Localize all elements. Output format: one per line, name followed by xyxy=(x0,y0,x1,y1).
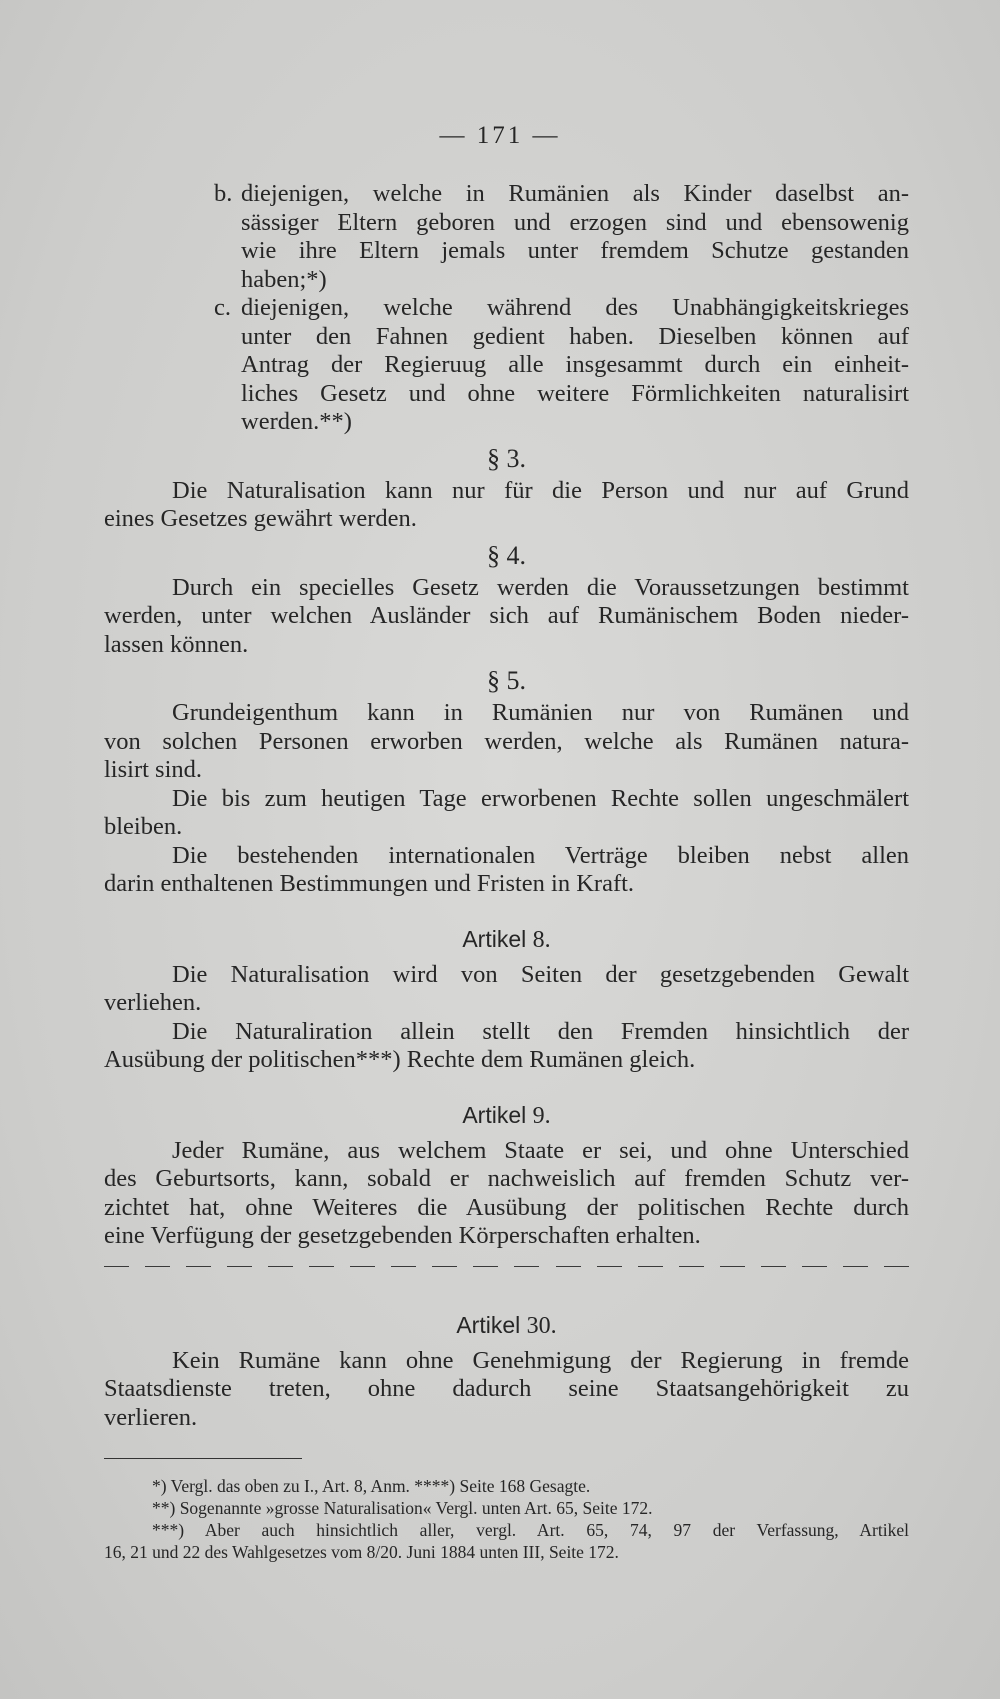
footnote: **) Sogenannte »grosse Naturalisation« Vergl. unten Art. 65, Seite 172. xyxy=(152,1498,653,1518)
footnote: *) Vergl. das oben zu I., Art. 8, Anm. ****) Seite 168 Gesagte. xyxy=(152,1476,591,1496)
item-b-line: wie ihre Eltern jemals unter fremdem Schutze gestanden xyxy=(241,237,909,264)
list-item-b xyxy=(104,180,909,294)
paragraph-line: Die Naturalisation wird von Seiten der gesetzgebenden Gewalt xyxy=(172,960,909,988)
paragraph-line: Die Naturalisation kann nur für die Person und nur auf Grund xyxy=(172,476,909,504)
omission-dash-line xyxy=(104,1253,909,1281)
article-heading-word: Artikel xyxy=(456,1311,521,1338)
item-b-line: sässiger Eltern geboren und erzogen sind und ebensowenig xyxy=(241,208,909,236)
article-heading-number: 30. xyxy=(526,1312,557,1339)
item-b-line xyxy=(104,180,909,209)
article-heading-number: 9. xyxy=(532,1102,551,1129)
article-heading-9 xyxy=(104,1089,909,1137)
paragraph-line: werden, unter welchen Ausländer sich auf Rumänischem Boden nieder- xyxy=(104,602,909,629)
paragraph-line: lisirt sind. xyxy=(104,756,203,783)
item-c-line: unter den Fahnen gedient haben. Dieselben können auf xyxy=(241,322,909,350)
paragraph-line: des Geburtsorts, kann, sobald er nachweislich auf fremden Schutz ver- xyxy=(104,1165,909,1192)
paragraph-line: eine Verfügung der gesetzgebenden Körperschaften erhalten. xyxy=(104,1222,701,1249)
paragraph-line: zichtet hat, ohne Weiteres die Ausübung der politischen Rechte durch xyxy=(104,1193,909,1221)
item-text: diejenigen, welche während des Unabhängigkeitskrieges xyxy=(241,294,909,321)
item-c-line: werden.**) xyxy=(241,408,352,435)
paragraph-line: eines Gesetzes gewährt werden. xyxy=(104,505,417,532)
item-c-line xyxy=(104,294,909,323)
paragraph-line: lassen können. xyxy=(104,630,249,658)
footnote-rule xyxy=(104,1458,302,1459)
item-b-line: haben;*) xyxy=(241,265,327,293)
paragraph-line: Ausübung der politischen***) Rechte dem Rumänen gleich. xyxy=(104,1046,696,1073)
article-heading-number: 8. xyxy=(532,926,551,953)
page-number: — 171 — xyxy=(439,122,561,149)
paragraph-line: Die Naturaliration allein stellt den Fremden hinsichtlich der xyxy=(172,1017,909,1045)
paragraph-line: Grundeigenthum kann in Rumänien nur von Rumänen und xyxy=(172,699,909,726)
paragraph-line: verlieren. xyxy=(104,1403,198,1431)
item-c-line: liches Gesetz und ohne weitere Förmlichkeiten naturalisirt xyxy=(241,379,909,407)
footnotes xyxy=(104,1475,909,1563)
section-heading-5: § 5. xyxy=(487,666,526,695)
paragraph-line: von solchen Personen erworben werden, welche als Rumänen natura- xyxy=(104,727,909,755)
paragraph-line: verliehen. xyxy=(104,989,202,1016)
paragraph-line: darin enthaltenen Bestimmungen und Fristen in Kraft. xyxy=(104,870,635,897)
article-heading-8 xyxy=(104,913,909,961)
spacer xyxy=(104,899,909,913)
paragraph-line: Jeder Rumäne, aus welchem Staate er sei, und ohne Unterschied xyxy=(172,1136,909,1164)
item-marker: c. xyxy=(214,294,231,321)
footnote: 16, 21 und 22 des Wahlgesetzes vom 8/20. Juni 1884 unten III, Seite 172. xyxy=(104,1542,619,1562)
item-marker: b. xyxy=(214,180,233,207)
footnote: ***) Aber auch hinsichtlich aller, vergl. Art. 65, 74, 97 der Verfassung, Artikel xyxy=(152,1520,909,1540)
spacer xyxy=(104,1075,909,1089)
paragraph-line: Staatsdienste treten, ohne dadurch seine Staatsangehörigkeit zu xyxy=(104,1375,909,1402)
section-heading-4: § 4. xyxy=(487,540,526,570)
article-heading-word: Artikel xyxy=(462,1101,527,1128)
item-text: diejenigen, welche in Rumänien als Kinder daselbst an- xyxy=(241,180,909,207)
paragraph-line: Die bestehenden internationalen Verträge bleiben nebst allen xyxy=(172,841,909,869)
paragraph-line: Durch ein specielles Gesetz werden die Voraussetzungen bestimmt xyxy=(172,573,909,601)
spacer xyxy=(104,1281,909,1299)
list-item-c xyxy=(104,294,909,437)
section-heading-3: § 3. xyxy=(487,443,526,473)
item-c-line: Antrag der Regieruug alle insgesammt durch ein einheit- xyxy=(241,351,909,378)
document-body xyxy=(104,180,909,1563)
paragraph-line: bleiben. xyxy=(104,813,183,840)
article-heading-30 xyxy=(104,1299,909,1347)
article-heading-word: Artikel xyxy=(462,925,527,952)
paragraph-line: Die bis zum heutigen Tage erworbenen Rechte sollen ungeschmälert xyxy=(172,784,909,812)
paragraph-line: Kein Rumäne kann ohne Genehmigung der Regierung in fremde xyxy=(172,1346,909,1374)
